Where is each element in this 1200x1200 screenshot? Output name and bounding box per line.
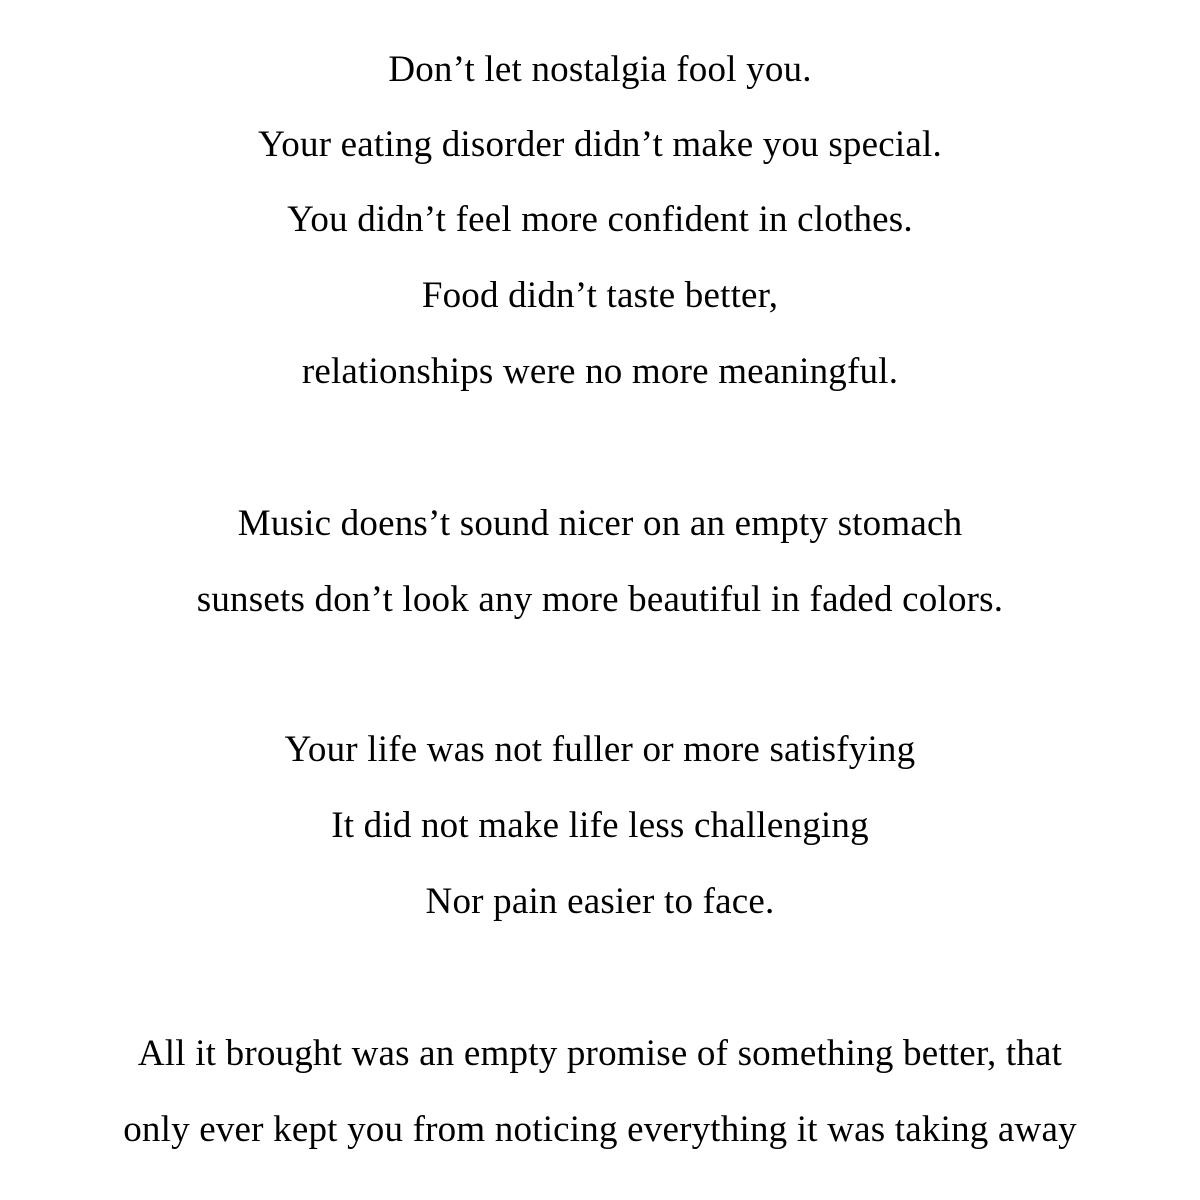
poem-line: only ever kept you from noticing everything it was taking away: [123, 1109, 1077, 1150]
poem-line: It did not make life less challenging: [331, 805, 869, 846]
poem-line: You didn’t feel more confident in clothes.: [287, 199, 913, 240]
poem-line: Food didn’t taste better,: [421, 275, 779, 316]
poem-line: sunsets don’t look any more beautiful in faded colors.: [196, 579, 1004, 620]
poem-line: relationships were no more meaningful.: [301, 351, 899, 392]
poem-line: All it brought was an empty promise of something better, that: [137, 1033, 1063, 1074]
poem-line: Don’t let nostalgia fool you.: [388, 49, 812, 90]
poem-line: Music doens’t sound nicer on an empty stomach: [237, 503, 963, 544]
poem-line: Your life was not fuller or more satisfying: [284, 729, 916, 770]
poem-line: Your eating disorder didn’t make you special.: [258, 124, 942, 165]
poem-line: Nor pain easier to face.: [425, 881, 775, 922]
